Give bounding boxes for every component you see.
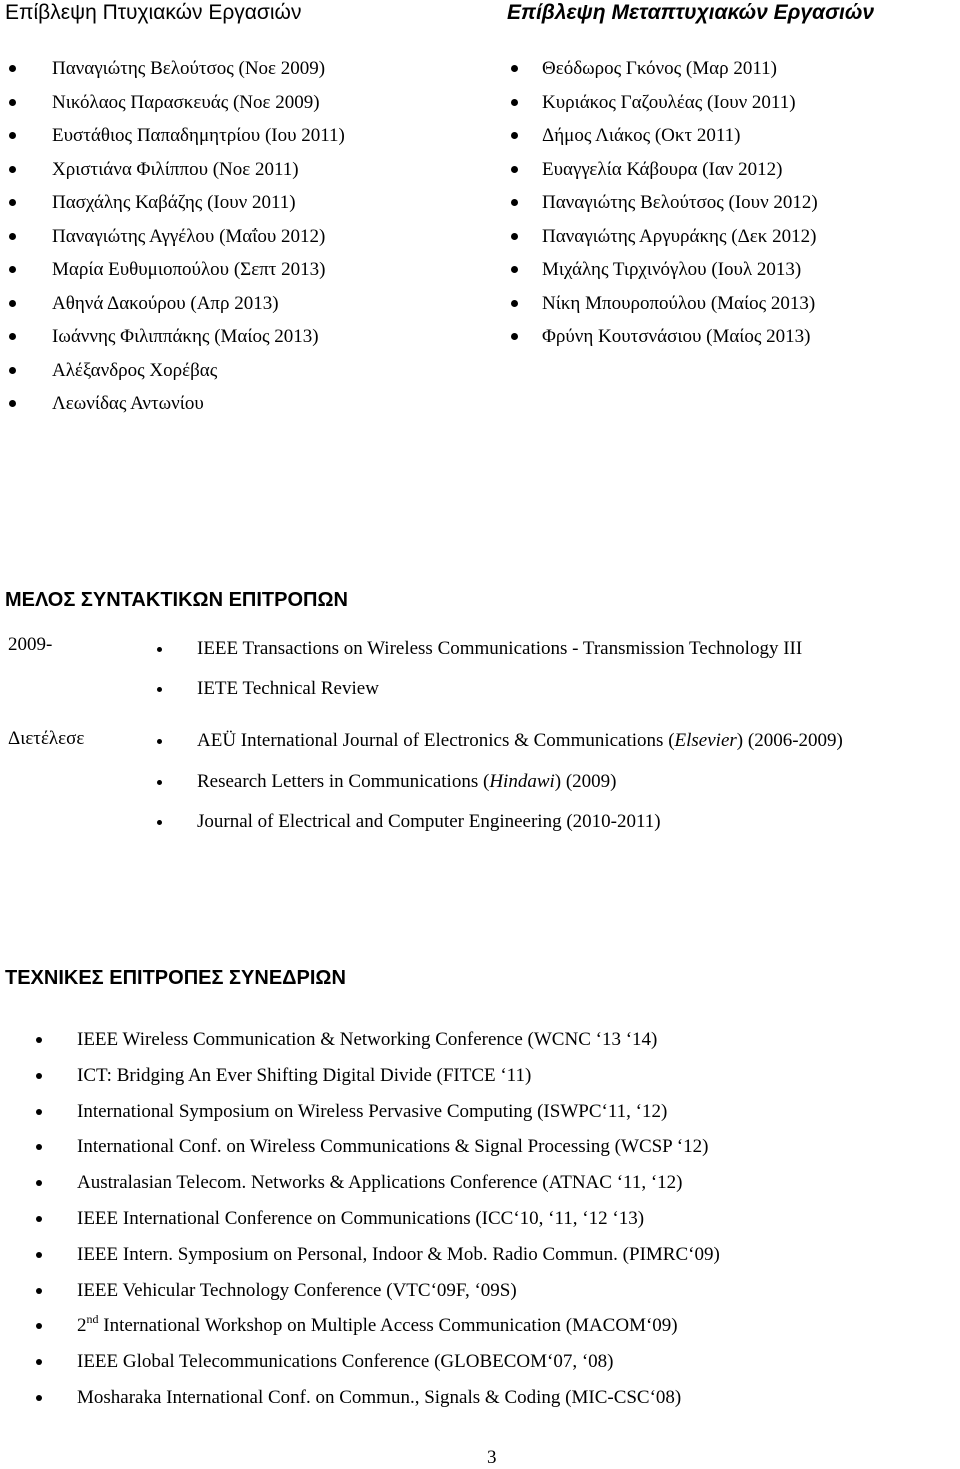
bullet-icon (36, 1288, 42, 1294)
list-item: IEEE Wireless Communication & Networking Conference (WCNC ‘13 ‘14) (36, 1022, 956, 1058)
list-item: Δήμος Λιάκος (Οκτ 2011) (507, 119, 957, 153)
bullet-icon (36, 1323, 42, 1329)
list-item: International Conf. on Wireless Communications & Signal Processing (WCSP ‘12) (36, 1129, 956, 1165)
list-item: Australasian Telecom. Networks & Applications Conference (ATNAC ‘11, ‘12) (36, 1165, 956, 1201)
list-item: IEEE Vehicular Technology Conference (VTC‘09F, ‘09S) (36, 1273, 956, 1309)
bullet-icon (9, 233, 16, 240)
bullet-icon (511, 132, 518, 139)
list-item: IEEE International Conference on Communications (ICC‘10, ‘11, ‘12 ‘13) (36, 1201, 956, 1237)
conferences-heading: ΤΕΧΝΙΚΕΣ ΕΠΙΤΡΟΠΕΣ ΣΥΝΕΔΡΙΩΝ (5, 967, 346, 989)
bullet-icon (9, 132, 16, 139)
bullet-icon (157, 739, 162, 744)
bullet-icon (9, 333, 16, 340)
list-item: Αθηνά Δακούρου (Απρ 2013) (5, 287, 475, 321)
list-item: Mosharaka International Conf. on Commun., Signals & Coding (MIC-CSC‘08) (36, 1380, 956, 1416)
list-item: International Symposium on Wireless Pervasive Computing (ISWPC‘11, ‘12) (36, 1094, 956, 1130)
bullet-icon (511, 99, 518, 106)
bullet-icon (511, 333, 518, 340)
list-item: AEÜ International Journal of Electronics & Communications (Elsevier) (2006-2009) (157, 729, 957, 770)
list-item: Παναγιώτης Βελούτσος (Νοε 2009) (5, 52, 475, 86)
bullet-icon (36, 1395, 42, 1401)
list-item: Παναγιώτης Βελούτσος (Ιουν 2012) (507, 186, 957, 220)
list-item: Research Letters in Communications (Hindawi) (2009) (157, 770, 957, 810)
bullet-icon (9, 166, 16, 173)
bullet-icon (157, 780, 162, 785)
bullet-icon (9, 300, 16, 307)
bullet-icon (511, 233, 518, 240)
bullet-icon (9, 266, 16, 273)
editorial-current-list (157, 637, 937, 717)
postgrad-heading: Επίβλεψη Μεταπτυχιακών Εργασιών (507, 1, 875, 24)
editorial-current-label: 2009- (8, 634, 53, 655)
list-item: IEEE Transactions on Wireless Communications - Transmission Technology III (157, 637, 937, 677)
editorial-past-list (157, 729, 957, 850)
list-item: Φρύνη Κουτσνάσιου (Μαίος 2013) (507, 320, 957, 354)
bullet-icon (9, 400, 16, 407)
list-item: Θεόδωρος Γκόνος (Μαρ 2011) (507, 52, 957, 86)
bullet-icon (36, 1109, 42, 1115)
bullet-icon (157, 820, 162, 825)
bullet-icon (36, 1252, 42, 1258)
bullet-icon (511, 166, 518, 173)
undergrad-list (5, 52, 475, 421)
bullet-icon (511, 300, 518, 307)
list-item: Journal of Electrical and Computer Engineering (2010-2011) (157, 810, 957, 850)
list-item: IEEE Global Telecommunications Conference (GLOBECOM‘07, ‘08) (36, 1344, 956, 1380)
editorial-heading: ΜΕΛΟΣ ΣΥΝΤΑΚΤΙΚΩΝ ΕΠΙΤΡΟΠΩΝ (5, 589, 348, 611)
bullet-icon (36, 1037, 42, 1043)
bullet-icon (511, 266, 518, 273)
undergrad-section (5, 0, 475, 26)
list-item: ICT: Bridging An Ever Shifting Digital Divide (FITCE ‘11) (36, 1058, 956, 1094)
list-item: Μαρία Ευθυμιοπούλου (Σεπτ 2013) (5, 253, 475, 287)
list-item: Παναγιώτης Αργυράκης (Δεκ 2012) (507, 220, 957, 254)
bullet-icon (9, 99, 16, 106)
list-item: IEEE Intern. Symposium on Personal, Indoor & Mob. Radio Commun. (PIMRC‘09) (36, 1237, 956, 1273)
list-item: Νίκη Μπουροπούλου (Μαίος 2013) (507, 287, 957, 321)
conferences-list (36, 1022, 956, 1416)
list-item: IETE Technical Review (157, 677, 937, 717)
editorial-past-label: Διετέλεσε (8, 728, 85, 749)
page-number: 3 (487, 1447, 497, 1468)
list-item: Νικόλαος Παρασκευάς (Νοε 2009) (5, 86, 475, 120)
list-item: 2nd International Workshop on Multiple Access Communication (MACOM‘09) (36, 1308, 956, 1344)
list-item: Παναγιώτης Αγγέλου (Μαΐου 2012) (5, 220, 475, 254)
postgrad-list (507, 52, 957, 354)
bullet-icon (9, 65, 16, 72)
postgrad-section (507, 0, 957, 26)
bullet-icon (36, 1216, 42, 1222)
list-item: Ευστάθιος Παπαδημητρίου (Ιου 2011) (5, 119, 475, 153)
list-item: Ιωάννης Φιλιππάκης (Μαίος 2013) (5, 320, 475, 354)
undergrad-heading: Επίβλεψη Πτυχιακών Εργασιών (5, 1, 302, 24)
bullet-icon (157, 647, 162, 652)
list-item: Ευαγγελία Κάβουρα (Ιαν 2012) (507, 153, 957, 187)
list-item: Πασχάλης Καβάζης (Ιουν 2011) (5, 186, 475, 220)
bullet-icon (511, 199, 518, 206)
list-item: Κυριάκος Γαζουλέας (Ιουν 2011) (507, 86, 957, 120)
list-item: Χριστιάνα Φιλίππου (Νοε 2011) (5, 153, 475, 187)
bullet-icon (36, 1144, 42, 1150)
bullet-icon (36, 1180, 42, 1186)
list-item: Μιχάλης Τιρχινόγλου (Ιουλ 2013) (507, 253, 957, 287)
list-item: Αλέξανδρος Χορέβας (5, 354, 475, 388)
bullet-icon (511, 65, 518, 72)
bullet-icon (9, 367, 16, 374)
bullet-icon (36, 1359, 42, 1365)
bullet-icon (157, 687, 162, 692)
list-item: Λεωνίδας Αντωνίου (5, 387, 475, 421)
bullet-icon (9, 199, 16, 206)
bullet-icon (36, 1073, 42, 1079)
